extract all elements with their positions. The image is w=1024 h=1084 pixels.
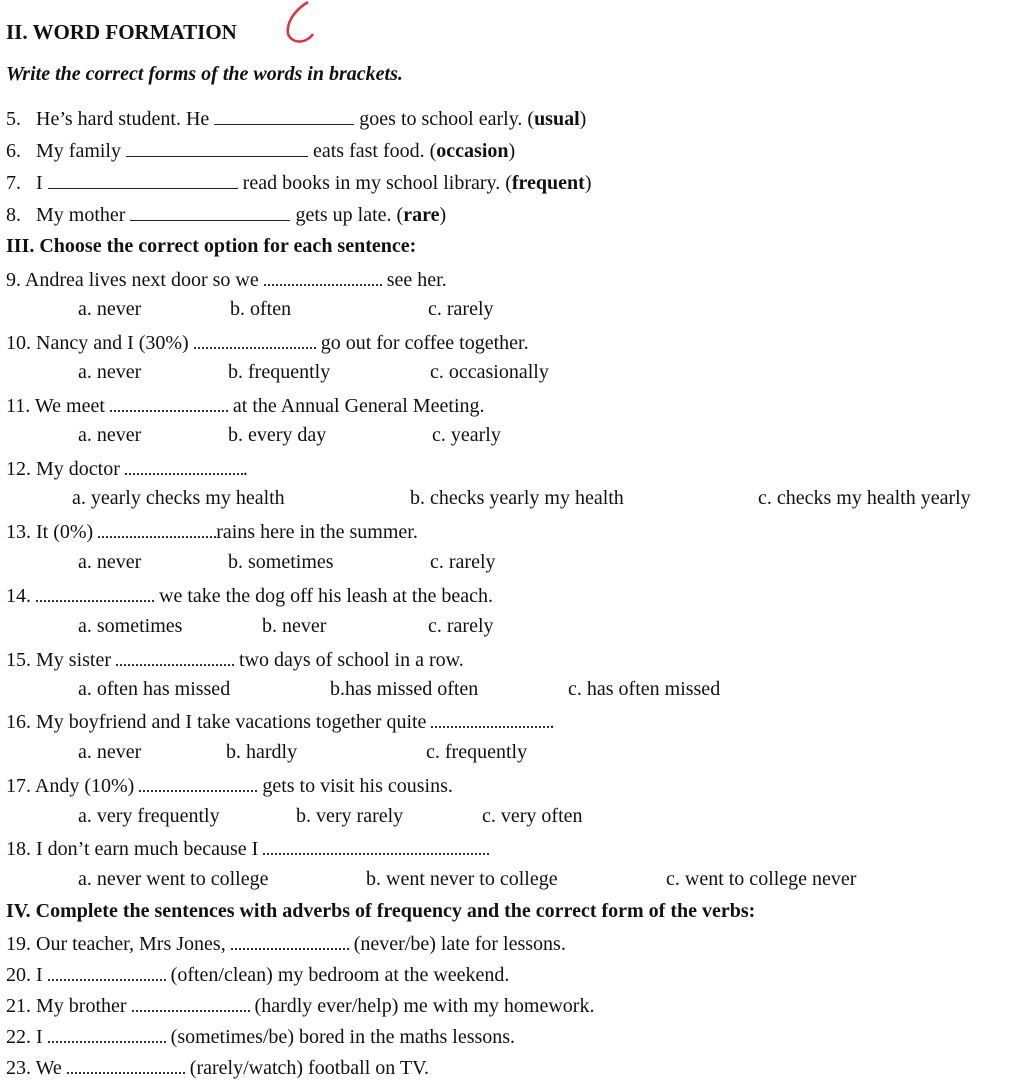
option-b[interactable]: b. often <box>230 298 292 320</box>
answer-blank[interactable] <box>139 772 257 792</box>
option-a[interactable]: a. very frequently <box>78 805 220 827</box>
question-text: see her. <box>386 269 447 291</box>
item-text: gets up late. ( <box>295 204 404 226</box>
option-c[interactable]: c. rarely <box>430 551 496 573</box>
item-21 <box>6 992 594 1018</box>
section-2-instruction: Write the correct forms of the words in brackets. <box>6 63 403 85</box>
question-text: 17. Andy (10%) <box>6 775 135 797</box>
option-c[interactable]: c. very often <box>482 805 583 827</box>
item-text: 20. I <box>6 964 43 986</box>
question-text: two days of school in a row. <box>239 649 464 671</box>
option-b[interactable]: b. hardly <box>226 741 298 763</box>
root-word: rare <box>403 204 440 226</box>
item-5 <box>6 106 586 131</box>
question-9 <box>6 266 447 292</box>
answer-blank[interactable] <box>48 1023 166 1043</box>
answer-blank[interactable] <box>263 835 489 855</box>
option-a[interactable]: a. often has missed <box>78 678 231 700</box>
item-text: He’s hard student. He <box>36 108 210 130</box>
item-text: My mother <box>36 204 126 226</box>
section-2-heading: II. WORD FORMATION <box>6 20 237 44</box>
item-text: goes to school early. ( <box>359 108 535 130</box>
option-c[interactable]: c. went to college never <box>666 868 857 890</box>
section-3-heading: III. Choose the correct option for each sentence: <box>6 235 417 257</box>
root-word: usual <box>534 108 580 130</box>
option-a[interactable]: a. never <box>78 424 142 446</box>
item-text: I <box>36 172 43 194</box>
item-text: (hardly ever/help) me with my homework. <box>254 995 595 1017</box>
bracket: ) <box>508 140 516 162</box>
bracket: ) <box>579 108 587 130</box>
option-a[interactable]: a. yearly checks my health <box>72 487 285 509</box>
question-13 <box>6 518 418 544</box>
question-text: 9. Andrea lives next door so we <box>6 269 259 291</box>
question-15 <box>6 646 464 672</box>
option-b[interactable]: b. sometimes <box>228 551 334 573</box>
question-text: 10. Nancy and I (30%) <box>6 332 189 354</box>
option-b[interactable]: b. frequently <box>228 361 331 383</box>
item-text: 23. We <box>6 1057 62 1079</box>
answer-blank[interactable] <box>264 266 382 286</box>
option-c[interactable]: c. rarely <box>428 298 494 320</box>
answer-blank[interactable] <box>126 138 308 157</box>
item-text: (sometimes/be) bored in the maths lessons. <box>170 1026 516 1048</box>
item-text: My family <box>36 140 121 162</box>
question-text: 11. We meet <box>6 395 105 417</box>
question-14 <box>6 582 493 608</box>
item-text: 21. My brother <box>6 995 127 1017</box>
option-b[interactable]: b. went never to college <box>366 868 558 890</box>
answer-blank[interactable] <box>214 106 354 125</box>
root-word: frequent <box>511 172 585 194</box>
question-text: gets to visit his cousins. <box>262 775 453 797</box>
option-c[interactable]: c. has often missed <box>568 678 721 700</box>
option-c[interactable]: c. yearly <box>432 424 501 446</box>
answer-blank[interactable] <box>125 455 243 475</box>
option-a[interactable]: a. never <box>78 298 142 320</box>
option-a[interactable]: a. never <box>78 551 142 573</box>
item-text: (never/be) late for lessons. <box>353 933 566 955</box>
question-16 <box>6 708 554 734</box>
question-text: . <box>242 458 248 480</box>
question-text: at the Annual General Meeting. <box>232 395 485 417</box>
item-number: 5. <box>6 108 21 130</box>
section-4-heading: IV. Complete the sentences with adverbs of frequency and the correct form of the verbs: <box>6 900 756 922</box>
item-22 <box>6 1023 515 1049</box>
bracket: ) <box>584 172 592 194</box>
answer-blank[interactable] <box>116 646 234 666</box>
item-number: 8. <box>6 204 21 226</box>
item-text: eats fast food. ( <box>313 140 437 162</box>
item-text: 19. Our teacher, Mrs Jones, <box>6 933 226 955</box>
option-c[interactable]: c. occasionally <box>430 361 549 383</box>
option-c[interactable]: c. frequently <box>426 741 528 763</box>
question-text: 15. My sister <box>6 649 111 671</box>
item-20 <box>6 961 509 987</box>
question-text: . <box>549 711 555 733</box>
answer-blank[interactable] <box>36 582 154 602</box>
question-text: 18. I don’t earn much because I <box>6 838 259 860</box>
option-a[interactable]: a. never <box>78 741 142 763</box>
question-text: 13. It (0%) <box>6 521 94 543</box>
question-text: go out for coffee together. <box>320 332 529 354</box>
item-number: 6. <box>6 140 21 162</box>
item-number: 7. <box>6 172 21 194</box>
answer-blank[interactable] <box>110 392 228 412</box>
option-a[interactable]: a. never went to college <box>78 868 269 890</box>
option-b[interactable]: b. every day <box>228 424 327 446</box>
question-10 <box>6 329 529 355</box>
item-7 <box>6 170 592 195</box>
option-c[interactable]: c. checks my health yearly <box>758 487 971 509</box>
option-a[interactable]: a. sometimes <box>78 615 183 637</box>
answer-blank[interactable] <box>48 170 238 189</box>
answer-blank[interactable] <box>98 518 216 538</box>
question-18 <box>6 835 489 861</box>
answer-blank[interactable] <box>194 329 316 349</box>
option-b[interactable]: b.has missed often <box>330 678 479 700</box>
question-text: 16. My boyfriend and I take vacations together quite <box>6 711 427 733</box>
option-b[interactable]: b. very rarely <box>296 805 404 827</box>
question-text: rains here in the summer. <box>216 521 418 543</box>
item-8 <box>6 202 446 227</box>
item-text: (often/clean) my bedroom at the weekend. <box>170 964 510 986</box>
question-17 <box>6 772 453 798</box>
answer-blank[interactable] <box>431 708 549 728</box>
item-19 <box>6 930 566 956</box>
answer-blank[interactable] <box>130 202 290 221</box>
option-c[interactable]: c. rarely <box>428 615 494 637</box>
bracket: ) <box>439 204 447 226</box>
question-11 <box>6 392 485 418</box>
item-23 <box>6 1054 429 1080</box>
question-text: we take the dog off his leash at the beach. <box>159 585 493 607</box>
item-text: (rarely/watch) football on TV. <box>189 1057 429 1079</box>
question-text: 14. <box>6 585 31 607</box>
option-b[interactable]: b. checks yearly my health <box>410 487 624 509</box>
answer-blank[interactable] <box>231 930 349 950</box>
item-6 <box>6 138 515 163</box>
answer-blank[interactable] <box>67 1054 185 1074</box>
answer-blank[interactable] <box>48 961 166 981</box>
option-b[interactable]: b. never <box>262 615 327 637</box>
answer-blank[interactable] <box>132 992 250 1012</box>
root-word: occasion <box>436 140 509 162</box>
item-text: read books in my school library. ( <box>242 172 512 194</box>
item-text: 22. I <box>6 1026 43 1048</box>
red-pen-mark <box>258 0 328 48</box>
option-a[interactable]: a. never <box>78 361 142 383</box>
question-text: 12. My doctor <box>6 458 120 480</box>
question-12 <box>6 455 248 481</box>
